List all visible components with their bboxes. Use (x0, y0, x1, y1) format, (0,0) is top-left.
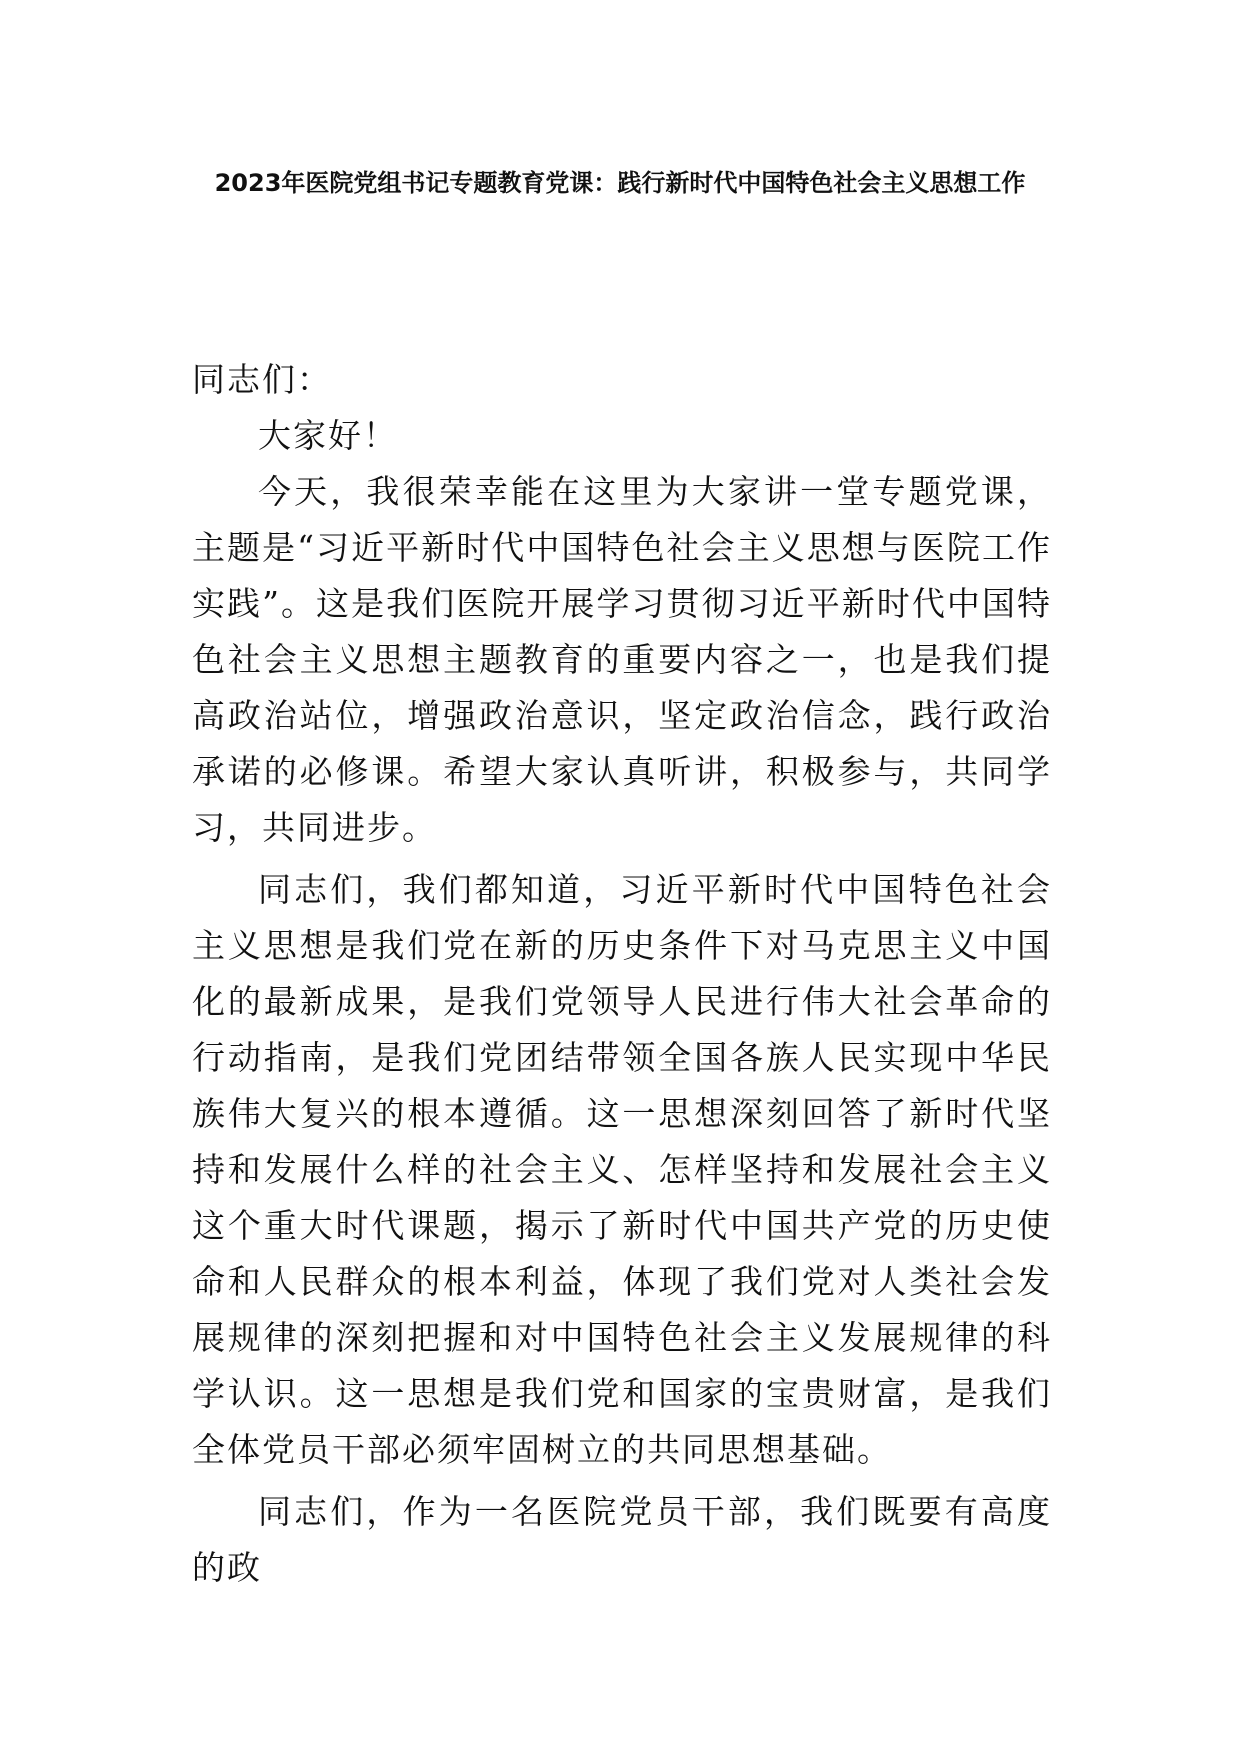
salutation: 同志们： (192, 360, 332, 399)
body-paragraph: 同志们，我们都知道，习近平新时代中国特色社会主义思想是我们党在新的历史条件下对马克思主义中国化的最新成果，是我们党领导人民进行伟大社会革命的行动指南，是我们党团结带领全国各族人民实现中华民族伟大复兴的根本遵循。这一思想深刻回答了新时代坚持和发展什么样的社会主义、怎样坚持和发展社会主义这个重大时代课题，揭示了新时代中国共产党的历史使命和人民群众的根本利益，体现了我们党对人类社会发展规律的深刻把握和对中国特色社会主义发展规律的科学认识。这一思想是我们党和国家的宝贵财富，是我们全体党员干部必须牢固树立的共同思想基础。 (192, 870, 1052, 1469)
document-title: 2023年医院党组书记专题教育党课：践行新时代中国特色社会主义思想工作 (214, 169, 1026, 197)
body-paragraph: 今天，我很荣幸能在这里为大家讲一堂专题党课，主题是“习近平新时代中国特色社会主义思想与医院工作实践”。这是我们医院开展学习贯彻习近平新时代中国特色社会主义思想主题教育的重要内容之一，也是我们提高政治站位，增强政治意识，坚定政治信念，践行政治承诺的必修课。希望大家认真听讲，积极参与，共同学习，共同进步。 (192, 472, 1052, 847)
document-body (192, 352, 1052, 1596)
body-paragraph: 同志们，作为一名医院党员干部，我们既要有高度的政 (192, 1492, 1052, 1587)
greeting: 大家好！ (258, 416, 398, 455)
